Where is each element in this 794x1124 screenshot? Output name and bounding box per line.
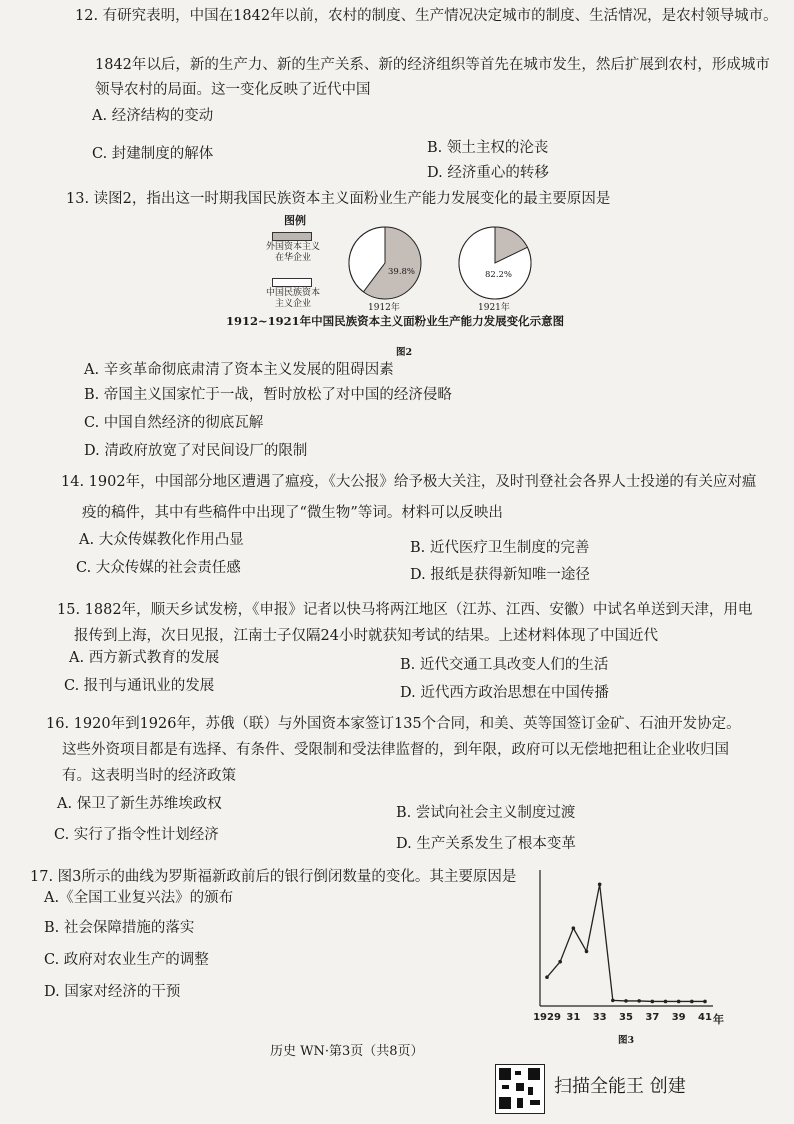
q16-option-d: D. 生产关系发生了根本变革 xyxy=(396,836,576,852)
q15-stem-line2: 报传到上海，次日见报，江南士子仅隔24小时就获知考试的结果。上述材料体现了中国近代 xyxy=(74,628,658,644)
x-tick-label-31: 31 xyxy=(566,1012,581,1023)
q14-stem-line1: 14. 1902年，中国部分地区遭遇了瘟疫，《大公报》给予极大关注，及时刊登社会各界人士投递的有关应对瘟 xyxy=(61,474,757,490)
q15-option-a: A. 西方新式教育的发展 xyxy=(69,650,220,666)
data-point-1930 xyxy=(558,960,562,964)
data-point-1932 xyxy=(585,950,589,954)
q13-option-d: D. 清政府放宽了对民间设厂的限制 xyxy=(84,443,308,459)
q17-stem: 17. 图3所示的曲线为罗斯福新政前后的银行倒闭数量的变化。其主要原因是 xyxy=(30,869,517,885)
data-point-1940 xyxy=(690,1000,694,1004)
q15-option-c: C. 报刊与通讯业的发展 xyxy=(64,678,215,694)
q12-stem-line1: 12. 有研究表明，中国在1842年以前，农村的制度、生产情况决定城市的制度、生活情况，是农村领导城市。 xyxy=(75,8,778,24)
q13-option-a: A. 辛亥革命彻底肃清了资本主义发展的阻碍因素 xyxy=(84,362,394,378)
q12-option-b: B. 领土主权的沦丧 xyxy=(427,140,549,156)
x-axis-label: 年 xyxy=(713,1013,724,1026)
qr-code-icon xyxy=(495,1064,545,1114)
q12-stem-line3: 领导农村的局面。这一变化反映了近代中国 xyxy=(95,82,371,98)
q16-option-a: A. 保卫了新生苏维埃政权 xyxy=(57,796,222,812)
legend-domestic-label: 中国民族资本主义企业 xyxy=(266,288,321,309)
scanner-watermark: 扫描全能王 创建 xyxy=(554,1076,686,1097)
data-point-1931 xyxy=(572,926,576,930)
page-footer: 历史 WN·第3页（共8页） xyxy=(270,1044,424,1059)
x-tick-label-41: 41 xyxy=(698,1012,712,1023)
legend-swatch-domestic xyxy=(272,278,312,287)
q12-stem-line2: 1842年以后，新的生产力、新的生产关系、新的经济组织等首先在城市发生，然后扩展到农村，形成城市 xyxy=(95,57,770,73)
q14-option-c: C. 大众传媒的社会责任感 xyxy=(76,560,241,576)
data-point-1934 xyxy=(611,999,615,1003)
figure-2-label: 图2 xyxy=(396,347,413,358)
q13-stem: 13. 读图2，指出这一时期我国民族资本主义面粉业生产能力发展变化的最主要原因是 xyxy=(66,191,611,207)
pie-1912-percent: 39.8% xyxy=(388,267,416,277)
q15-stem-line1: 15. 1882年，顺天乡试发榜，《申报》记者以快马将两江地区（江苏、江西、安徽）中试名单送到天津，用电 xyxy=(57,602,753,618)
q16-option-c: C. 实行了指令性计划经济 xyxy=(54,827,219,843)
pie-1921 xyxy=(450,218,550,310)
x-tick-label-39: 39 xyxy=(671,1012,686,1023)
pie-1912 xyxy=(340,218,440,310)
q14-stem-line2: 疫的稿件，其中有些稿件中出现了“微生物”等词。材料可以反映出 xyxy=(82,505,503,521)
q16-stem-line3: 有。这表明当时的经济政策 xyxy=(62,768,236,784)
q13-option-c: C. 中国自然经济的彻底瓦解 xyxy=(84,415,264,431)
x-tick-label-37: 37 xyxy=(645,1012,660,1023)
pie-1921-year: 1921年 xyxy=(478,303,510,313)
q17-option-c: C. 政府对农业生产的调整 xyxy=(44,952,209,968)
q16-stem-line1: 16. 1920年到1926年，苏俄（联）与外国资本家签订135个合同，和美、英等国签订金矿、石油开发协定。 xyxy=(46,716,741,732)
q17-option-d: D. 国家对经济的干预 xyxy=(44,984,181,1000)
x-tick-label-35: 35 xyxy=(619,1012,633,1023)
q12-option-c: C. 封建制度的解体 xyxy=(92,146,214,162)
q17-option-a: A.《全国工业复兴法》的颁布 xyxy=(44,890,234,906)
data-point-1938 xyxy=(664,1000,668,1004)
q16-stem-line2: 这些外资项目都是有选择、有条件、受限制和受法律监督的，到年限，政府可以无偿地把租让企业收归国 xyxy=(62,742,729,758)
legend-foreign-label: 外国资本主义在华企业 xyxy=(266,242,321,263)
q14-option-b: B. 近代医疗卫生制度的完善 xyxy=(410,540,590,556)
pie-1921-percent: 82.2% xyxy=(485,270,513,280)
q15-option-b: B. 近代交通工具改变人们的生活 xyxy=(400,657,609,673)
legend-swatch-foreign xyxy=(272,232,312,241)
figure-3-label: 图3 xyxy=(618,1035,635,1046)
q15-option-d: D. 近代西方政治思想在中国传播 xyxy=(400,685,609,701)
q14-option-a: A. 大众传媒教化作用凸显 xyxy=(79,532,244,548)
q13-option-b: B. 帝国主义国家忙于一战，暂时放松了对中国的经济侵略 xyxy=(84,387,452,403)
data-point-1933 xyxy=(598,883,602,887)
x-tick-label-1929: 1929 xyxy=(533,1012,561,1023)
figure-2-caption: 1912~1921年中国民族资本主义面粉业生产能力发展变化示意图 xyxy=(226,314,565,328)
q16-option-b: B. 尝试向社会主义制度过渡 xyxy=(396,805,576,821)
data-point-1941 xyxy=(703,1000,707,1004)
x-tick-label-33: 33 xyxy=(592,1012,607,1023)
data-point-1929 xyxy=(545,975,549,979)
figure-3-line-chart xyxy=(525,866,730,1026)
q12-option-a: A. 经济结构的变动 xyxy=(92,108,214,124)
data-point-1936 xyxy=(637,999,641,1003)
data-point-1935 xyxy=(624,999,628,1003)
data-point-1937 xyxy=(651,1000,655,1004)
bank-failures-series xyxy=(547,884,705,1001)
data-point-1939 xyxy=(677,1000,681,1004)
pie-1912-year: 1912年 xyxy=(368,303,400,313)
q12-option-d: D. 经济重心的转移 xyxy=(427,165,549,181)
legend-title: 图例 xyxy=(284,214,306,227)
q14-option-d: D. 报纸是获得新知唯一途径 xyxy=(410,567,590,583)
q17-option-b: B. 社会保障措施的落实 xyxy=(44,920,195,936)
